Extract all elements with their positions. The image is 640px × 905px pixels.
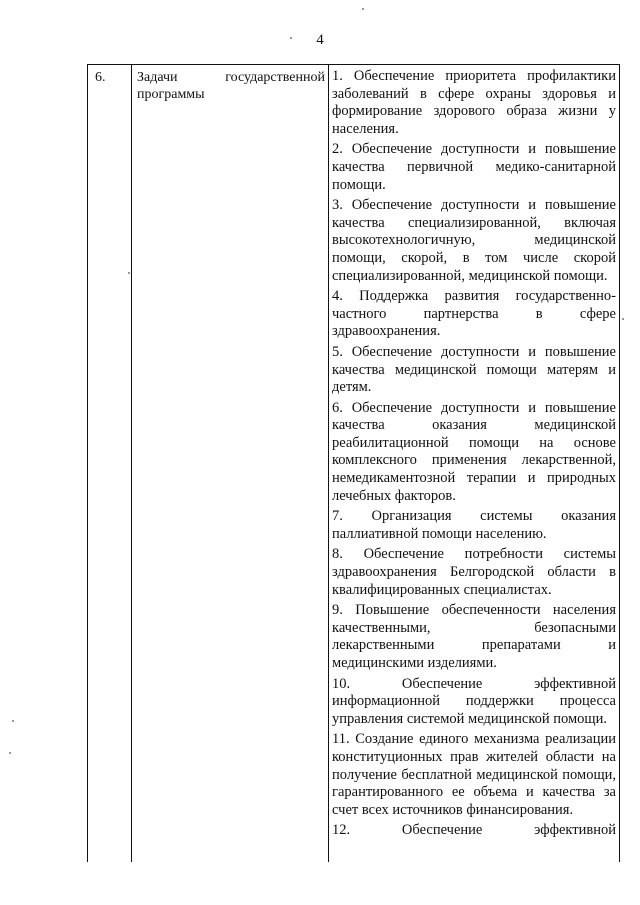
task-item-1: 1. Обеспечение приоритета профилактики заболеваний в сфере охраны здоровья и формирование здорового образа жизни у населения. bbox=[332, 68, 616, 137]
task-item-2: 2. Обеспечение доступности и повышение качества первичной медико-санитарной помощи. bbox=[332, 141, 616, 193]
row-label-cell bbox=[132, 65, 329, 863]
page-number: 4 bbox=[316, 32, 324, 48]
task-item-7: 7. Организация системы оказания паллиативной помощи населению. bbox=[332, 508, 616, 542]
scan-speck bbox=[9, 752, 11, 754]
row-number-cell bbox=[88, 65, 132, 863]
task-item-8: 8. Обеспечение потребности системы здравоохранения Белгородской области в квалифицированных специалистах. bbox=[332, 546, 616, 598]
scan-speck bbox=[12, 720, 14, 722]
task-item-4: 4. Поддержка развития государственно-частного партнерства в сфере здравоохранения. bbox=[332, 288, 616, 340]
scan-speck bbox=[362, 8, 364, 10]
table-row bbox=[88, 65, 620, 863]
scan-speck bbox=[290, 37, 292, 39]
row-label: Задачи государственной программы bbox=[137, 70, 325, 102]
task-item-9: 9. Повышение обеспеченности населения качественными, безопасными лекарственными препаратами и медицинскими изделиями. bbox=[332, 602, 616, 671]
program-table bbox=[87, 64, 620, 862]
task-item-12: 12. Обеспечение эффективной bbox=[332, 822, 616, 839]
row-number: 6. bbox=[95, 70, 106, 85]
tasks-cell bbox=[329, 65, 620, 863]
task-item-5: 5. Обеспечение доступности и повышение качества медицинской помощи матерям и детям. bbox=[332, 343, 616, 396]
task-item-10: 10. Обеспечение эффективной информационной поддержки процесса управления системой медицинской помощи. bbox=[332, 675, 616, 727]
scan-speck bbox=[128, 272, 130, 274]
scan-speck bbox=[622, 318, 624, 320]
task-item-3: 3. Обеспечение доступности и повышение качества специализированной, включая высокотехнологичную, медицинской помощи, скорой, в том числе скорой специализированной, медицинской помощи. bbox=[332, 197, 616, 284]
task-item-6: 6. Обеспечение доступности и повышение качества оказания медицинской реабилитационной помощи на основе комплексного применения лекарственной, немедикаментозной терапии и природных лечебных факторов. bbox=[332, 399, 616, 504]
task-item-11: 11. Создание единого механизма реализации конституционных прав жителей области на получение бесплатной медицинской помощи, гарантированного ее объема и качества за счет всех источников финансирования. bbox=[332, 731, 616, 818]
